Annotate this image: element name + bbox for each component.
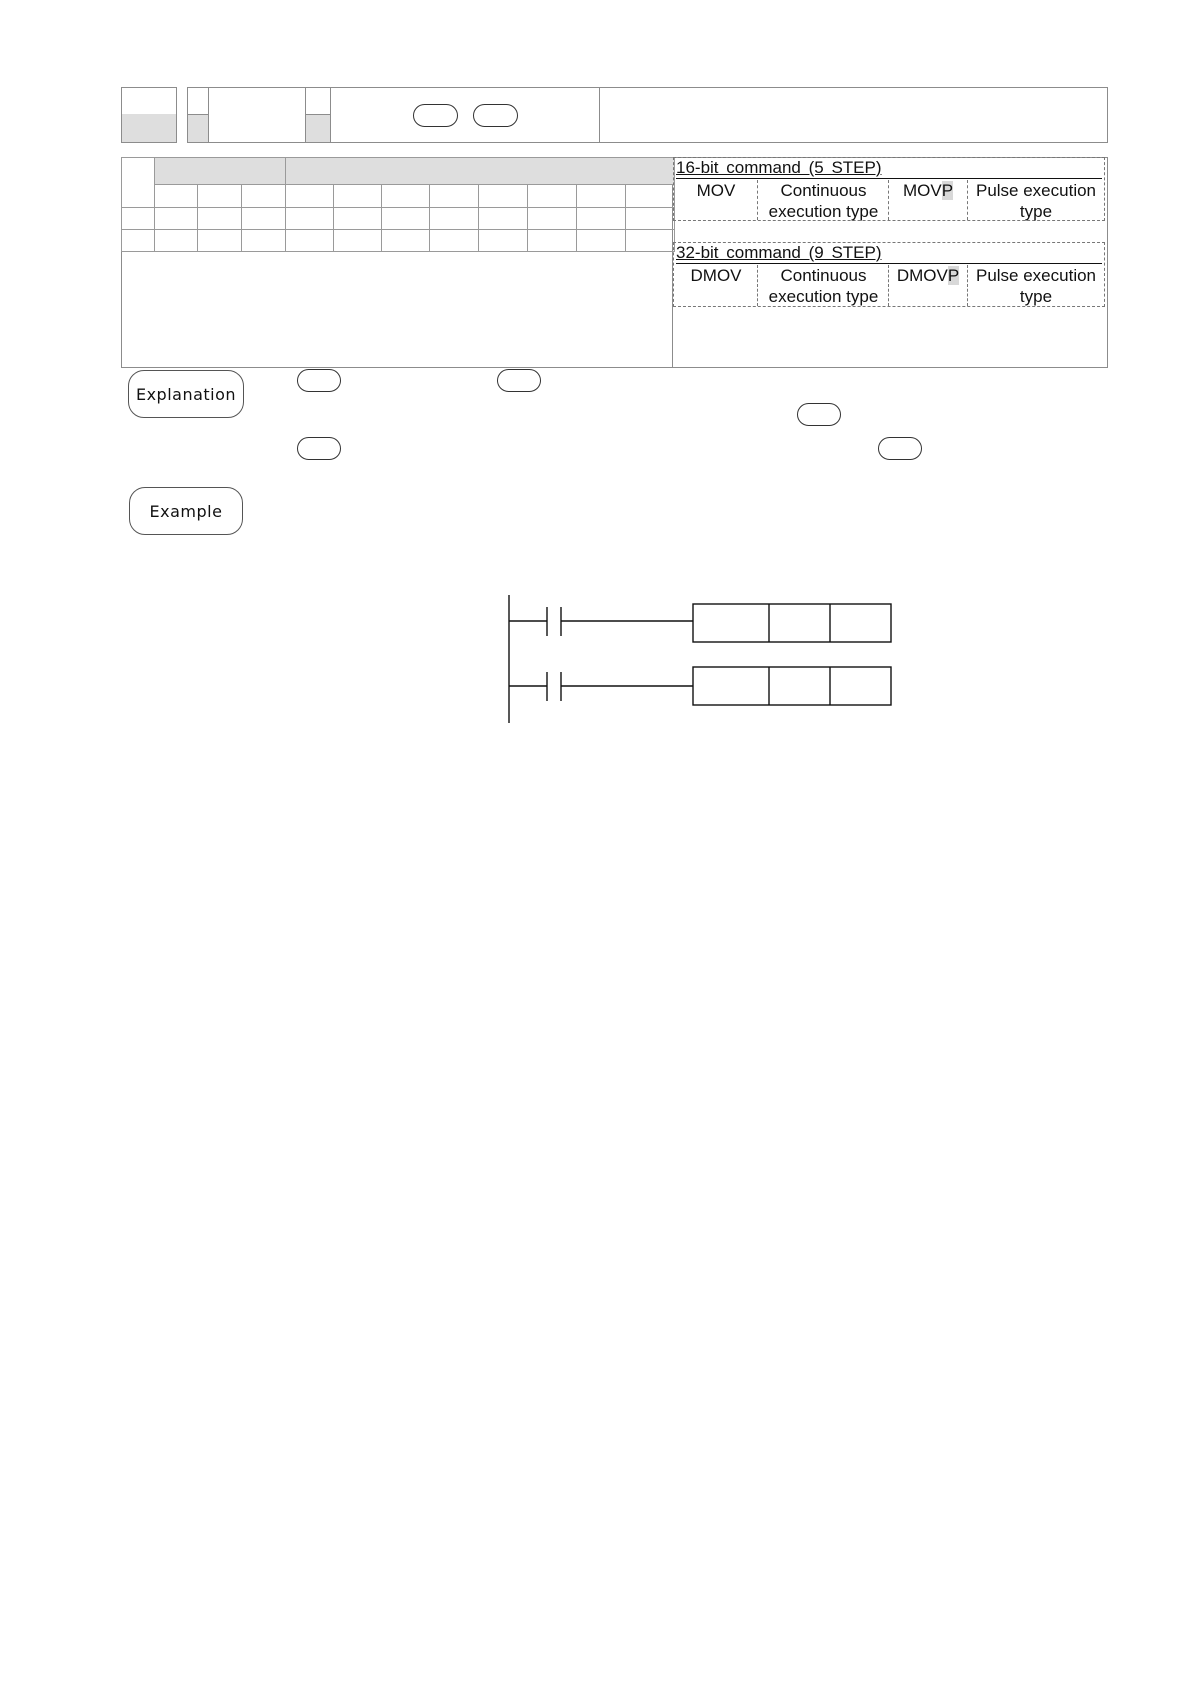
rung-2-instruction-box [693, 667, 891, 705]
command-16bit-pulse-suffix: P [941, 181, 954, 200]
command-32bit-pulse-prefix: DMOV [896, 266, 948, 285]
example-badge: Example [129, 487, 243, 535]
command-16bit-pulse-type: Pulse execution type [975, 181, 1097, 221]
command-32bit-pulse-type: Pulse execution type [975, 266, 1097, 306]
command-32bit-continuous-type: Continuous execution type [768, 266, 879, 306]
command-32bit-mnemonic: DMOV [690, 266, 742, 285]
command-16bit-continuous-type: Continuous execution type [768, 181, 879, 221]
command-16bit-header: 16-bit command (5 STEP) [676, 158, 882, 177]
command-16bit-pulse-prefix: MOV [902, 181, 942, 200]
explanation-badge: Explanation [128, 370, 244, 418]
command-16bit-mnemonic: MOV [696, 181, 736, 200]
command-32bit-pulse-suffix: P [947, 266, 960, 285]
rung-1-instruction-box [693, 604, 891, 642]
command-32bit-header: 32-bit command (9 STEP) [676, 243, 882, 262]
